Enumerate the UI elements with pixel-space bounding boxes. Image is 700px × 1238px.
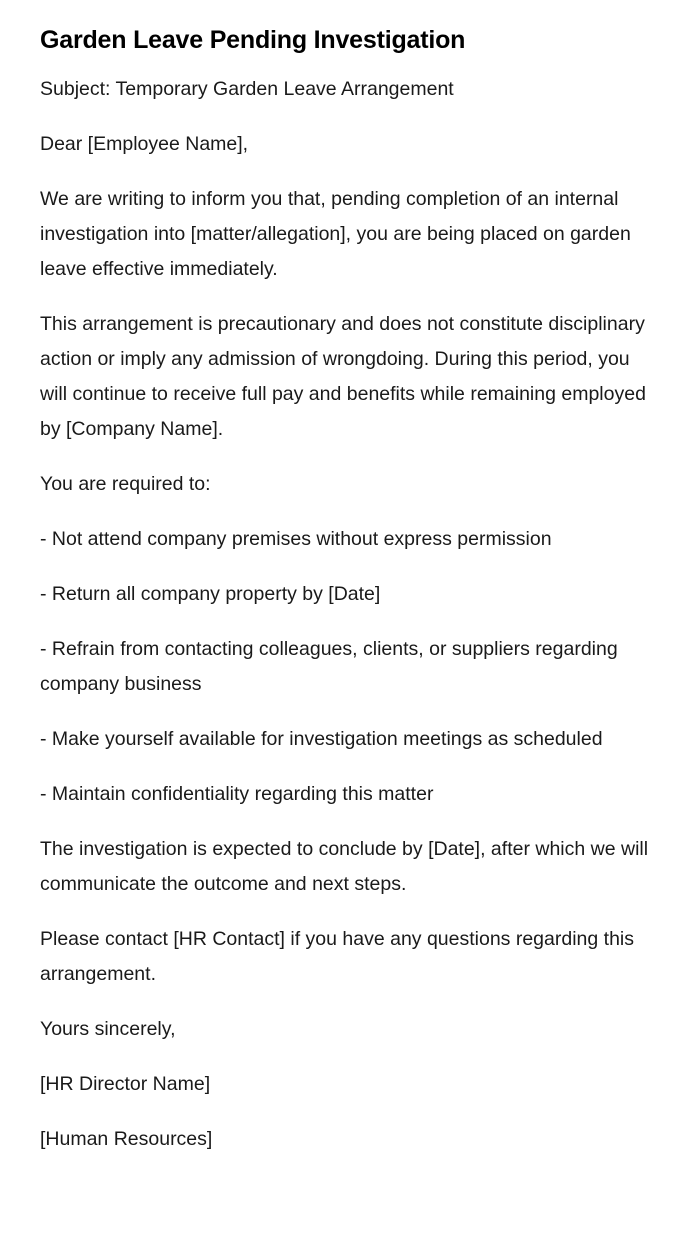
requirement-item: - Not attend company premises without express permission [40,528,552,550]
salutation: Dear [Employee Name], [40,133,249,155]
requirement-item: - Maintain confidentiality regarding this matter [40,783,434,805]
signer-department: [Human Resources] [40,1128,213,1150]
requirement-item: - Make yourself available for investigation meetings as scheduled [40,728,603,750]
requirements-intro: You are required to: [40,473,211,495]
signoff: Yours sincerely, [40,1018,176,1040]
requirement-item: - Return all company property by [Date] [40,583,381,605]
document-title: Garden Leave Pending Investigation [40,26,466,54]
investigation-timeline-paragraph: The investigation is expected to conclude by [Date], after which we will communicate the outcome and next steps. [40,838,649,895]
arrangement-paragraph: This arrangement is precautionary and does not constitute disciplinary action or imply any admission of wrongdoing. During this period, you will continue to receive full pay and benefits while remaining employed by [Company Name]. [40,313,646,440]
subject-line: Subject: Temporary Garden Leave Arrangement [40,78,454,100]
requirement-item: - Refrain from contacting colleagues, clients, or suppliers regarding company business [40,638,618,695]
intro-paragraph: We are writing to inform you that, pending completion of an internal investigation into [matter/allegation], you are being placed on garden leave effective immediately. [40,188,631,280]
signer-name: [HR Director Name] [40,1073,211,1095]
contact-paragraph: Please contact [HR Contact] if you have any questions regarding this arrangement. [40,928,634,985]
